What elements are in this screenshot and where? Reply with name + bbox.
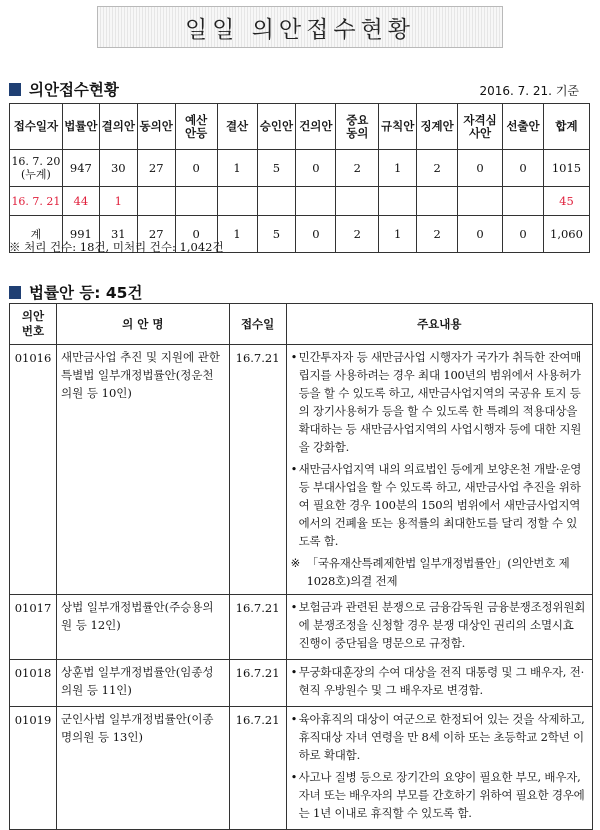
header-cell-text: 예산안등 xyxy=(185,112,208,140)
row-label: 16. 7. 21 xyxy=(10,187,63,216)
table-cell: 0 xyxy=(296,150,336,187)
table-cell: 1 xyxy=(217,216,257,253)
table-cell: 0 xyxy=(458,216,503,253)
content-note: ※ 「국유재산특례제한법 일부개정법률안」(의안번호 제1028호)의결 전제 xyxy=(291,554,588,590)
table-cell: 0 xyxy=(503,216,544,253)
table-cell: 2 xyxy=(417,216,458,253)
section-marker-icon xyxy=(9,286,21,299)
section-marker-icon xyxy=(9,83,21,96)
row-date: 16. 7. 20 xyxy=(11,155,61,168)
table-cell: 5 xyxy=(257,216,296,253)
table-cell: 0 xyxy=(458,150,503,187)
bill-content xyxy=(286,345,592,595)
header-cell xyxy=(458,104,503,150)
table-cell: 31 xyxy=(99,216,137,253)
note-text: 「국유재산특례제한법 일부개정법률안」(의안번호 제1028호)의결 전제 xyxy=(306,556,570,588)
header-cell: 징계안 xyxy=(417,104,458,150)
table-cell: 44 xyxy=(62,187,99,216)
section-header-status xyxy=(9,78,119,100)
table-cell xyxy=(137,187,175,216)
bill-number: 01018 xyxy=(10,660,57,707)
bill-name: 상훈법 일부개정법률안(임종성의원 등 11인) xyxy=(56,660,229,707)
header-cell: 접수일자 xyxy=(10,104,63,150)
table-cell: 45 xyxy=(543,187,589,216)
header-cell-name: 의 안 명 xyxy=(56,304,229,345)
table-row xyxy=(10,595,593,660)
bill-number: 01016 xyxy=(10,345,57,595)
table-row xyxy=(10,187,590,216)
bill-date: 16.7.21 xyxy=(229,595,286,660)
table-cell xyxy=(296,187,336,216)
bullet-text: 육아휴직의 대상이 여군으로 한정되어 있는 것을 삭제하고, 휴직대상 자녀 연령을 만 8세 이하 또는 초등학교 2학년 이하로 확대함. xyxy=(298,712,585,762)
table-cell xyxy=(417,187,458,216)
table-cell: 947 xyxy=(62,150,99,187)
header-cell: 규칙안 xyxy=(379,104,417,150)
table-cell xyxy=(379,187,417,216)
table-cell xyxy=(458,187,503,216)
header-cell: 승인안 xyxy=(257,104,296,150)
table-cell xyxy=(217,187,257,216)
bill-number: 01019 xyxy=(10,707,57,830)
table-cell xyxy=(175,187,217,216)
table-cell: 27 xyxy=(137,216,175,253)
table-cell: 5 xyxy=(257,150,296,187)
table-cell: 0 xyxy=(175,150,217,187)
header-cell-date: 접수일 xyxy=(229,304,286,345)
table-cell: 1 xyxy=(217,150,257,187)
status-table-header xyxy=(10,104,590,150)
header-cell: 선출안 xyxy=(503,104,544,150)
row-label xyxy=(10,150,63,187)
header-cell: 결산 xyxy=(217,104,257,150)
table-row xyxy=(10,707,593,830)
content-bullet: • 사고나 질병 등으로 장기간의 요양이 필요한 부모, 배우자, 자녀 또는 배우자의 부모를 간호하기 위하여 필요한 경우에는 1년 이내로 휴직할 수 있도록 함. xyxy=(291,768,588,822)
row-sublabel: (누계) xyxy=(21,168,51,181)
content-bullet: • 육아휴직의 대상이 여군으로 한정되어 있는 것을 삭제하고, 휴직대상 자녀 연령을 만 8세 이하 또는 초등학교 2학년 이하로 확대함. xyxy=(291,710,588,764)
bill-content xyxy=(286,660,592,707)
status-table xyxy=(9,103,590,253)
row-label: 계 xyxy=(10,216,63,253)
content-bullet: • 보험금과 관련된 분쟁으로 금융감독원 금융분쟁조정위원회에 분쟁조정을 신청할 경우 분쟁 대상인 권리의 소멸시효 진행이 중단됨을 명문으로 규정함. xyxy=(291,598,588,652)
header-cell-text: 의안번호 xyxy=(21,309,45,338)
header-cell-text: 중요동의 xyxy=(346,112,369,140)
header-cell: 건의안 xyxy=(296,104,336,150)
content-bullet: • 새만금사업지역 내의 의료법인 등에게 보양온천 개발·운영 등 부대사업을 할 수 있도록 하고, 새만금사업 추진을 위하여 필요한 경우 100분의 150의 범위에서 새만금사업지역에서의 건폐율 또는 용적률의 최대한도를 달리 정할 수 있도록 함. xyxy=(291,460,588,550)
bullet-text: 보험금과 관련된 분쟁으로 금융감독원 금융분쟁조정위원회에 분쟁조정을 신청할 경우 분쟁 대상인 권리의 소멸시효 진행이 중단됨을 명문으로 규정함. xyxy=(298,600,586,650)
header-cell-text: 자격심사안 xyxy=(463,112,497,140)
table-cell: 27 xyxy=(137,150,175,187)
header-cell xyxy=(175,104,217,150)
header-cell xyxy=(336,104,379,150)
header-cell: 법률안 xyxy=(62,104,99,150)
content-bullet: • 무궁화대훈장의 수여 대상을 전직 대통령 및 그 배우자, 전·현직 우방원수 및 그 배우자로 변경함. xyxy=(291,663,588,699)
table-cell: 1015 xyxy=(543,150,589,187)
table-cell: 30 xyxy=(99,150,137,187)
bill-content xyxy=(286,707,592,830)
table-cell: 0 xyxy=(175,216,217,253)
bill-content xyxy=(286,595,592,660)
bills-table-header xyxy=(10,304,593,345)
header-cell: 결의안 xyxy=(99,104,137,150)
header-cell-no xyxy=(10,304,57,345)
bullet-text: 새만금사업지역 내의 의료법인 등에게 보양온천 개발·운영 등 부대사업을 할 수 있도록 하고, 새만금사업 추진을 위하여 필요한 경우 100분의 150의 범위에서 새만금사업지역에서의 건폐율 또는 용적률의 최대한도를 달리 정할 수 있도록 함. xyxy=(298,462,582,548)
bill-name: 상법 일부개정법률안(주승용의원 등 12인) xyxy=(56,595,229,660)
bill-number: 01017 xyxy=(10,595,57,660)
table-cell: 1 xyxy=(379,150,417,187)
table-cell: 0 xyxy=(503,150,544,187)
title-banner xyxy=(97,6,503,48)
table-cell xyxy=(503,187,544,216)
section-header-bills xyxy=(9,281,142,303)
table-row xyxy=(10,660,593,707)
content-bullet: • 민간투자자 등 새만금사업 시행자가 국가가 취득한 잔여매립지를 사용하려는 경우 최대 100년의 범위에서 사용허가 등을 할 수 있도록 하고, 새만금사업지역의 국공유 토지 등의 장기사용허가 등을 할 수 있도록 한 특례의 적용대상을 확대하는 등 새만금사업지역의 사업시행자 등에 대한 지원을 강화함. xyxy=(291,348,588,456)
bill-name: 군인사법 일부개정법률안(이종명의원 등 13인) xyxy=(56,707,229,830)
processing-note: ※ 처리 건수: 18건, 미처리 건수: 1,042건 xyxy=(9,240,224,254)
bill-name: 새만금사업 추진 및 지원에 관한 특별법 일부개정법률안(정운천의원 등 10인) xyxy=(56,345,229,595)
header-cell: 합계 xyxy=(543,104,589,150)
bullet-text: 사고나 질병 등으로 장기간의 요양이 필요한 부모, 배우자, 자녀 또는 배우자의 부모를 간호하기 위하여 필요한 경우에는 1년 이내로 휴직할 수 있도록 함. xyxy=(298,770,585,820)
table-row xyxy=(10,345,593,595)
bill-date: 16.7.21 xyxy=(229,660,286,707)
header-cell-content: 주요내용 xyxy=(286,304,592,345)
table-cell: 1 xyxy=(379,216,417,253)
bullet-text: 민간투자자 등 새만금사업 시행자가 국가가 취득한 잔여매립지를 사용하려는 경우 최대 100년의 범위에서 사용허가 등을 할 수 있도록 하고, 새만금사업지역의 국공유 토지 등의 장기사용허가 등을 할 수 있도록 한 특례의 적용대상을 확대하는 등 새만금사업지역의 사업시행자 등에 대한 지원을 강화함. xyxy=(298,350,582,454)
page-title: 일일 의안접수현황 xyxy=(184,16,416,43)
table-cell: 2 xyxy=(336,216,379,253)
table-cell: 1 xyxy=(99,187,137,216)
section-title-status: 의안접수현황 xyxy=(29,81,119,99)
section-title-bills: 법률안 등: 45건 xyxy=(29,284,143,302)
header-cell: 동의안 xyxy=(137,104,175,150)
table-cell: 2 xyxy=(336,150,379,187)
table-cell: 991 xyxy=(62,216,99,253)
reference-date: 2016. 7. 21. 기준 xyxy=(479,84,579,98)
bill-date: 16.7.21 xyxy=(229,345,286,595)
table-cell: 0 xyxy=(296,216,336,253)
bullet-text: 무궁화대훈장의 수여 대상을 전직 대통령 및 그 배우자, 전·현직 우방원수 및 그 배우자로 변경함. xyxy=(298,665,585,697)
table-cell xyxy=(257,187,296,216)
table-cell: 2 xyxy=(417,150,458,187)
bills-table xyxy=(9,303,593,830)
table-cell: 1,060 xyxy=(543,216,589,253)
bill-date: 16.7.21 xyxy=(229,707,286,830)
table-cell xyxy=(336,187,379,216)
table-row xyxy=(10,150,590,187)
